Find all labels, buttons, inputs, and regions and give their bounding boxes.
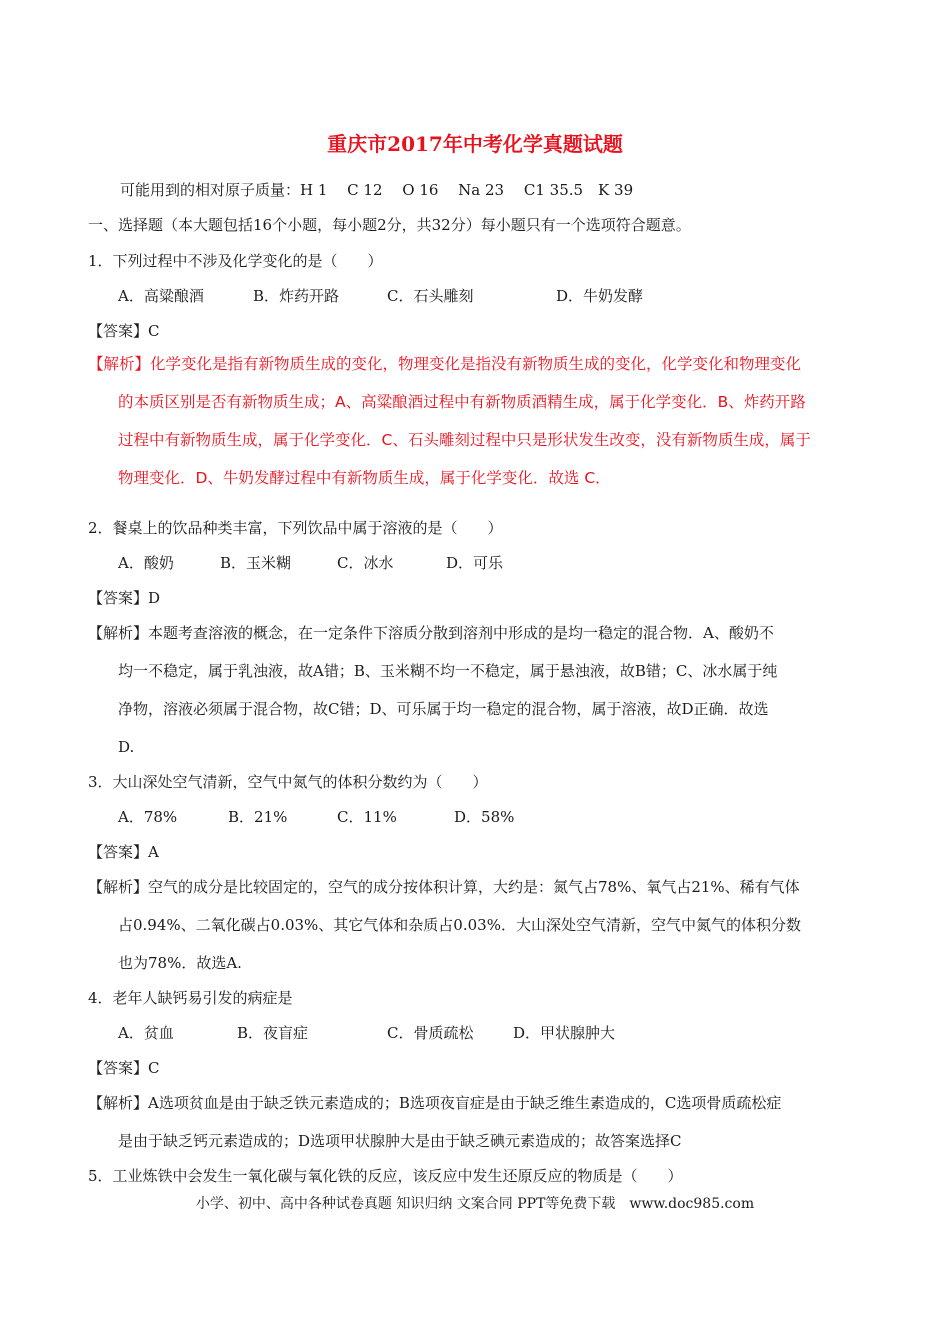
- q2-analysis-line: 净物，溶液必须属于混合物，故C错；D、可乐属于均一稳定的混合物，属于溶液，故D正确．故选: [118, 700, 769, 718]
- q1-analysis-line: 过程中有新物质生成，属于化学变化．C、石头雕刻过程中只是形状发生改变，没有新物质生成，属于: [118, 431, 811, 449]
- q1-option-b: B．炸药开路: [253, 287, 340, 305]
- q2-option-b: B．玉米糊: [220, 554, 292, 572]
- question-3: 3．大山深处空气清新，空气中氮气的体积分数约为（ ）: [88, 773, 488, 791]
- q2-option-c: C．冰水: [337, 554, 394, 572]
- q3-option-b: B．21%: [228, 808, 288, 826]
- q3-option-c: C．11%: [337, 808, 397, 826]
- q1-option-d: D．牛奶发酵: [556, 287, 644, 305]
- q2-option-a: A．酸奶: [118, 554, 174, 572]
- question-1: 1．下列过程中不涉及化学变化的是（ ）: [88, 252, 383, 270]
- q3-option-d: D．58%: [454, 808, 515, 826]
- question-2: 2．餐桌上的饮品种类丰富，下列饮品中属于溶液的是（ ）: [88, 519, 503, 537]
- q2-analysis-line: 均一不稳定，属于乳浊液，故A错；B、玉米糊不均一不稳定，属于悬浊液，故B错；C、冰水属于纯: [118, 662, 778, 680]
- q3-analysis-line: 也为78%．故选A.: [118, 954, 242, 972]
- section-heading: 一、选择题（本大题包括16个小题，每小题2分，共32分）每小题只有一个选项符合题意。: [88, 216, 691, 234]
- q2-answer: 【答案】D: [88, 589, 161, 607]
- q3-analysis-line: 占0.94%、二氧化碳占0.03%、其它气体和杂质占0.03%．大山深处空气清新，空气中氮气的体积分数: [118, 916, 801, 934]
- q4-option-a: A．贫血: [118, 1024, 174, 1042]
- q3-option-a: A．78%: [118, 808, 178, 826]
- q4-option-c: C．骨质疏松: [387, 1024, 474, 1042]
- q2-option-d: D．可乐: [446, 554, 504, 572]
- question-5: 5．工业炼铁中会发生一氧化碳与氧化铁的反应，该反应中发生还原反应的物质是（ ）: [88, 1167, 683, 1185]
- q1-analysis-line: 的本质区别是否有新物质生成；A、高粱酿酒过程中有新物质酒精生成，属于化学变化．B、炸药开路: [118, 393, 806, 411]
- q4-answer: 【答案】C: [88, 1059, 160, 1077]
- q4-option-b: B．夜盲症: [237, 1024, 309, 1042]
- q3-answer: 【答案】A: [88, 843, 159, 861]
- page-title: 重庆市2017年中考化学真题试题: [327, 132, 623, 156]
- page-footer: 小学、初中、高中各种试卷真题 知识归纳 文案合同 PPT等免费下载 www.doc985.com: [195, 1196, 755, 1212]
- q2-analysis-line: 【解析】本题考查溶液的概念，在一定条件下溶质分散到溶剂中形成的是均一稳定的混合物．A、酸奶不: [88, 624, 774, 642]
- q1-analysis-line: 【解析】化学变化是指有新物质生成的变化，物理变化是指没有新物质生成的变化，化学变化和物理变化: [88, 355, 802, 373]
- q4-analysis-line: 是由于缺乏钙元素造成的；D选项甲状腺肿大是由于缺乏碘元素造成的；故答案选择C: [118, 1132, 682, 1150]
- q1-option-c: C．石头雕刻: [387, 287, 474, 305]
- atomic-mass-line: 可能用到的相对原子质量：H 1 C 12 O 16 Na 23 C1 35.5 K 39: [120, 181, 634, 199]
- q4-option-d: D．甲状腺肿大: [513, 1024, 616, 1042]
- q2-analysis-line: D.: [118, 738, 135, 756]
- q1-answer: 【答案】C: [88, 322, 160, 340]
- q3-analysis-line: 【解析】空气的成分是比较固定的，空气的成分按体积计算，大约是：氮气占78%、氧气占21%、稀有气体: [88, 878, 800, 896]
- question-4: 4．老年人缺钙易引发的病症是: [88, 989, 293, 1007]
- q1-option-a: A．高粱酿酒: [118, 287, 204, 305]
- q1-analysis-line: 物理变化．D、牛奶发酵过程中有新物质生成，属于化学变化．故选 C．: [118, 469, 611, 487]
- q4-analysis-line: 【解析】A选项贫血是由于缺乏铁元素造成的；B选项夜盲症是由于缺乏维生素造成的，C选项骨质疏松症: [88, 1094, 782, 1112]
